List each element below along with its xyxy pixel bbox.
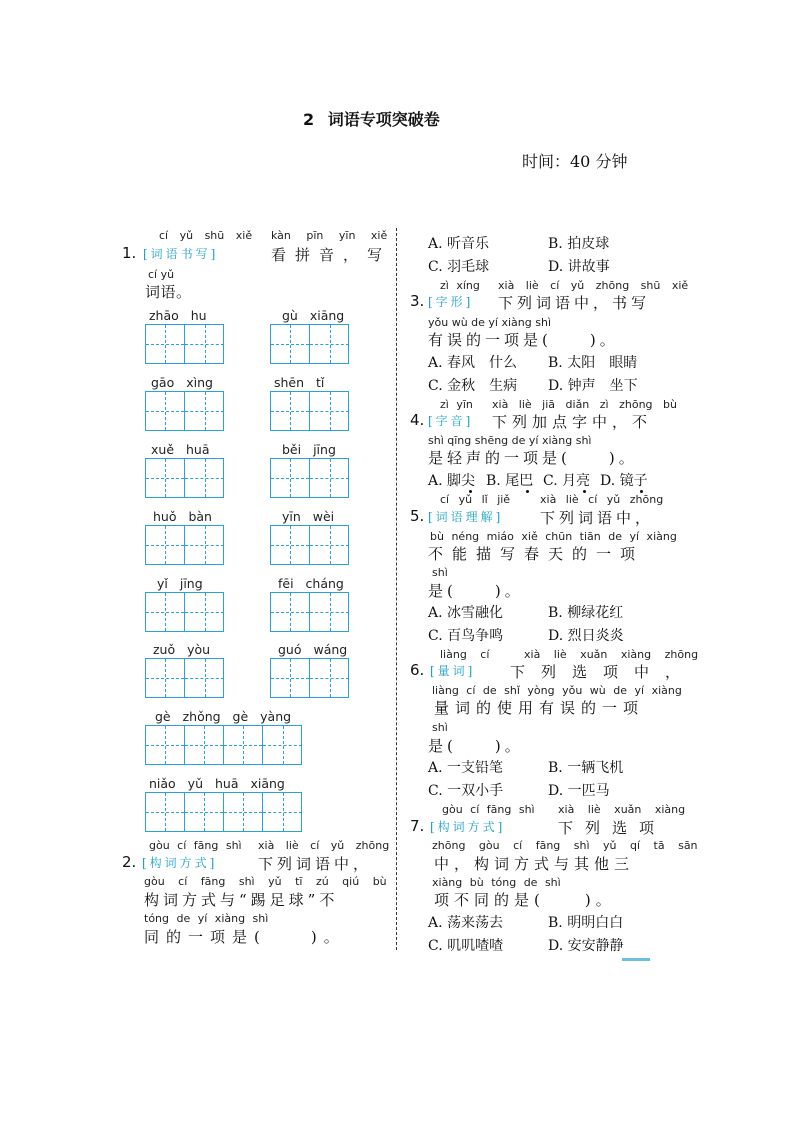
writing-grid[interactable] — [270, 525, 349, 565]
q2-option-a[interactable]: A. 听音乐 — [428, 236, 490, 252]
q2-line2: 构词方式与“踢足球”不 — [144, 891, 339, 909]
q5-option-b[interactable]: B. 柳绿花红 — [548, 605, 624, 621]
q3-option-c[interactable]: C. 金秋 生病 — [428, 378, 518, 394]
q6-l2-pinyin: liàng cí de shǐ yòng yǒu wù de yí xiàng — [432, 684, 682, 697]
q5-tag: [词语理解] — [428, 510, 504, 524]
writing-grid[interactable] — [270, 592, 349, 632]
grid-cell[interactable] — [310, 459, 349, 497]
grid-cell[interactable] — [263, 726, 302, 764]
q3-line1: 下列词语中，书写 — [498, 294, 651, 312]
time-limit: 时间：40 分钟 — [522, 152, 628, 171]
grid-pinyin: zhāo hu — [149, 308, 207, 323]
q1-line2-pinyin: cí yǔ — [148, 268, 175, 281]
q4-option-c[interactable]: C. 月亮 — [543, 473, 591, 489]
grid-cell[interactable] — [185, 325, 224, 363]
q2-tag-pinyin: gòu cí fāng shì — [149, 839, 242, 852]
writing-grid[interactable] — [270, 458, 349, 498]
q7-l2-pinyin: zhōng gòu cí fāng shì yǔ qí tā sān — [432, 839, 698, 852]
q5-option-d[interactable]: D. 烈日炎炎 — [548, 628, 624, 644]
q3-line2: 有误的一项是( )。 — [428, 331, 619, 349]
q6-option-d[interactable]: D. 一匹马 — [548, 783, 610, 799]
q2-l1-pinyin: xià liè cí yǔ zhōng — [258, 839, 390, 852]
q7-l3-pinyin: xiàng bù tóng de shì — [432, 876, 561, 889]
grid-cell[interactable] — [310, 593, 349, 631]
q6-line3: 是( )。 — [428, 737, 524, 755]
grid-cell[interactable] — [310, 526, 349, 564]
q5-option-a[interactable]: A. 冰雪融化 — [428, 605, 504, 621]
grid-pinyin: niǎo yǔ huā xiāng — [149, 776, 285, 791]
q1-number: 1. — [122, 244, 137, 262]
grid-pinyin: běi jīng — [282, 442, 336, 457]
q7-line1: 下列选项 — [558, 819, 667, 837]
grid-cell[interactable] — [224, 793, 263, 831]
q6-l1-pinyin: xià liè xuǎn xiàng zhōng — [524, 648, 699, 661]
grid-pinyin: huǒ bàn — [153, 509, 212, 524]
grid-cell[interactable] — [185, 793, 224, 831]
q7-option-a[interactable]: A. 荡来荡去 — [428, 915, 504, 931]
q2-option-d[interactable]: D. 讲故事 — [548, 259, 610, 275]
q6-tag-pinyin: liàng cí — [440, 648, 490, 661]
grid-cell[interactable] — [263, 793, 302, 831]
q4-option-d[interactable]: D. 镜子 — [600, 473, 648, 489]
q4-option-a[interactable]: A. 脚尖 — [428, 473, 476, 489]
grid-cell[interactable] — [185, 392, 224, 430]
q6-number: 6. — [410, 661, 425, 679]
writing-grid[interactable] — [145, 458, 224, 498]
grid-cell[interactable] — [271, 392, 310, 430]
q4-number: 4. — [410, 411, 425, 429]
grid-pinyin: shēn tǐ — [274, 375, 325, 390]
grid-pinyin: zuǒ yòu — [153, 642, 211, 657]
q3-number: 3. — [410, 292, 425, 310]
grid-cell[interactable] — [310, 325, 349, 363]
q5-number: 5. — [410, 507, 425, 525]
q2-tag: [构词方式] — [142, 856, 218, 870]
grid-pinyin: xuě huā — [151, 442, 210, 457]
q4-line2: 是轻声的一项是( )。 — [428, 449, 638, 467]
q4-tag-pinyin: zì yīn — [440, 398, 473, 411]
grid-cell[interactable] — [185, 459, 224, 497]
grid-cell[interactable] — [310, 392, 349, 430]
column-divider — [396, 228, 397, 950]
q7-tag-pinyin: gòu cí fāng shì — [442, 803, 535, 816]
writing-grid[interactable] — [145, 725, 302, 765]
q3-option-d[interactable]: D. 钟声 坐下 — [548, 378, 638, 394]
q5-l1-pinyin: xià liè cí yǔ zhōng — [540, 493, 664, 506]
writing-grid[interactable] — [145, 324, 224, 364]
q6-line1: 下列选项中， — [510, 663, 697, 681]
q1-line1: 看拼音，写 — [271, 246, 392, 264]
q7-option-b[interactable]: B. 明明白白 — [548, 915, 624, 931]
title-text: 词语专项突破卷 — [327, 110, 440, 129]
q1-line1-pinyin: kàn pīn yīn xiě — [271, 229, 388, 242]
q3-l1-pinyin: xià liè cí yǔ zhōng shū xiě — [498, 279, 689, 292]
q7-option-c[interactable]: C. 叽叽喳喳 — [428, 938, 504, 954]
emphasis-dot — [526, 490, 529, 493]
q1-line2: 词语。 — [145, 283, 192, 301]
grid-pinyin: yīn wèi — [282, 509, 335, 524]
grid-cell[interactable] — [271, 325, 310, 363]
writing-grid[interactable] — [145, 658, 224, 698]
grid-cell[interactable] — [185, 593, 224, 631]
q1-tag: [词语书写] — [143, 247, 219, 261]
q7-line2: 中，构词方式与其他三 — [434, 855, 635, 873]
grid-pinyin: gè zhǒng gè yàng — [155, 709, 292, 724]
q5-line1: 下列词语中， — [540, 509, 655, 527]
grid-pinyin: yǐ jīng — [157, 576, 203, 591]
page-corner-mark — [622, 958, 650, 961]
q2-line1: 下列词语中， — [258, 855, 373, 873]
q1-tag-pinyin: cí yǔ shū xiě — [159, 229, 253, 242]
grid-cell[interactable] — [146, 459, 185, 497]
q3-option-a[interactable]: A. 春风 什么 — [428, 355, 518, 371]
writing-grid[interactable] — [145, 391, 224, 431]
grid-cell[interactable] — [185, 726, 224, 764]
writing-grid[interactable] — [145, 592, 224, 632]
q5-l2-pinyin: bù néng miáo xiě chūn tiān de yí xiàng — [430, 530, 677, 543]
grid-cell[interactable] — [146, 325, 185, 363]
page-title — [303, 107, 440, 130]
grid-cell[interactable] — [146, 526, 185, 564]
grid-cell[interactable] — [146, 793, 185, 831]
q2-number: 2. — [122, 853, 137, 871]
q7-tag: [构词方式] — [430, 820, 506, 834]
grid-cell[interactable] — [185, 526, 224, 564]
q3-tag: [字形] — [428, 295, 474, 309]
q3-option-b[interactable]: B. 太阳 眼睛 — [548, 355, 638, 371]
grid-cell[interactable] — [185, 659, 224, 697]
grid-cell[interactable] — [146, 392, 185, 430]
grid-cell[interactable] — [224, 726, 263, 764]
q7-l1-pinyin: xià liè xuǎn xiàng — [558, 803, 686, 816]
writing-grid[interactable] — [270, 391, 349, 431]
q7-option-d[interactable]: D. 安安静静 — [548, 938, 624, 954]
grid-cell[interactable] — [146, 593, 185, 631]
q6-option-a[interactable]: A. 一支铅笔 — [428, 760, 504, 776]
q4-line1: 下列加点字中，不 — [492, 413, 653, 431]
grid-cell[interactable] — [146, 659, 185, 697]
q4-option-b[interactable]: B. 尾巴 — [486, 473, 534, 489]
grid-cell[interactable] — [271, 593, 310, 631]
grid-pinyin: gù xiāng — [282, 308, 345, 323]
q5-line2: 不能描写春天的一项 — [428, 545, 645, 563]
q6-option-b[interactable]: B. 一辆飞机 — [548, 760, 624, 776]
grid-cell[interactable] — [310, 659, 349, 697]
q6-l3-pinyin: shì — [432, 721, 448, 734]
q6-line2: 量词的使用有误的一项 — [434, 699, 645, 717]
writing-grid[interactable] — [145, 525, 224, 565]
q6-option-c[interactable]: C. 一双小手 — [428, 783, 504, 799]
q2-line3: 同的一项是( )。 — [144, 928, 346, 946]
q4-l1-pinyin: xià liè jiā diǎn zì zhōng bù — [492, 398, 677, 411]
writing-grid[interactable] — [145, 792, 302, 832]
q3-l2-pinyin: yǒu wù de yí xiàng shì — [428, 316, 551, 329]
grid-cell[interactable] — [271, 659, 310, 697]
grid-pinyin: guó wáng — [278, 642, 348, 657]
q3-tag-pinyin: zì xíng — [440, 279, 480, 292]
q5-line3: 是( )。 — [428, 582, 524, 600]
writing-grid[interactable] — [270, 324, 349, 364]
grid-pinyin: gāo xìng — [151, 375, 213, 390]
q4-l2-pinyin: shì qīng shēng de yí xiàng shì — [428, 434, 592, 447]
q5-tag-pinyin: cí yǔ lǐ jiě — [440, 493, 511, 506]
q4-tag: [字音] — [428, 414, 474, 428]
q7-number: 7. — [410, 817, 425, 835]
writing-grid[interactable] — [270, 658, 349, 698]
q2-l3-pinyin: tóng de yí xiàng shì — [144, 912, 269, 925]
q5-option-c[interactable]: C. 百鸟争鸣 — [428, 628, 504, 644]
grid-cell[interactable] — [271, 459, 310, 497]
q5-l3-pinyin: shì — [432, 566, 448, 579]
grid-pinyin: fēi cháng — [278, 576, 344, 591]
grid-cell[interactable] — [271, 526, 310, 564]
q2-l2-pinyin: gòu cí fāng shì yǔ tī zú qiú bù — [144, 875, 387, 888]
q7-line3: 项不同的是( )。 — [434, 891, 616, 909]
title-number: 2 — [303, 110, 315, 129]
q6-tag: [量词] — [430, 664, 476, 678]
q2-option-c[interactable]: C. 羽毛球 — [428, 259, 490, 275]
grid-cell[interactable] — [146, 726, 185, 764]
q2-option-b[interactable]: B. 拍皮球 — [548, 236, 610, 252]
